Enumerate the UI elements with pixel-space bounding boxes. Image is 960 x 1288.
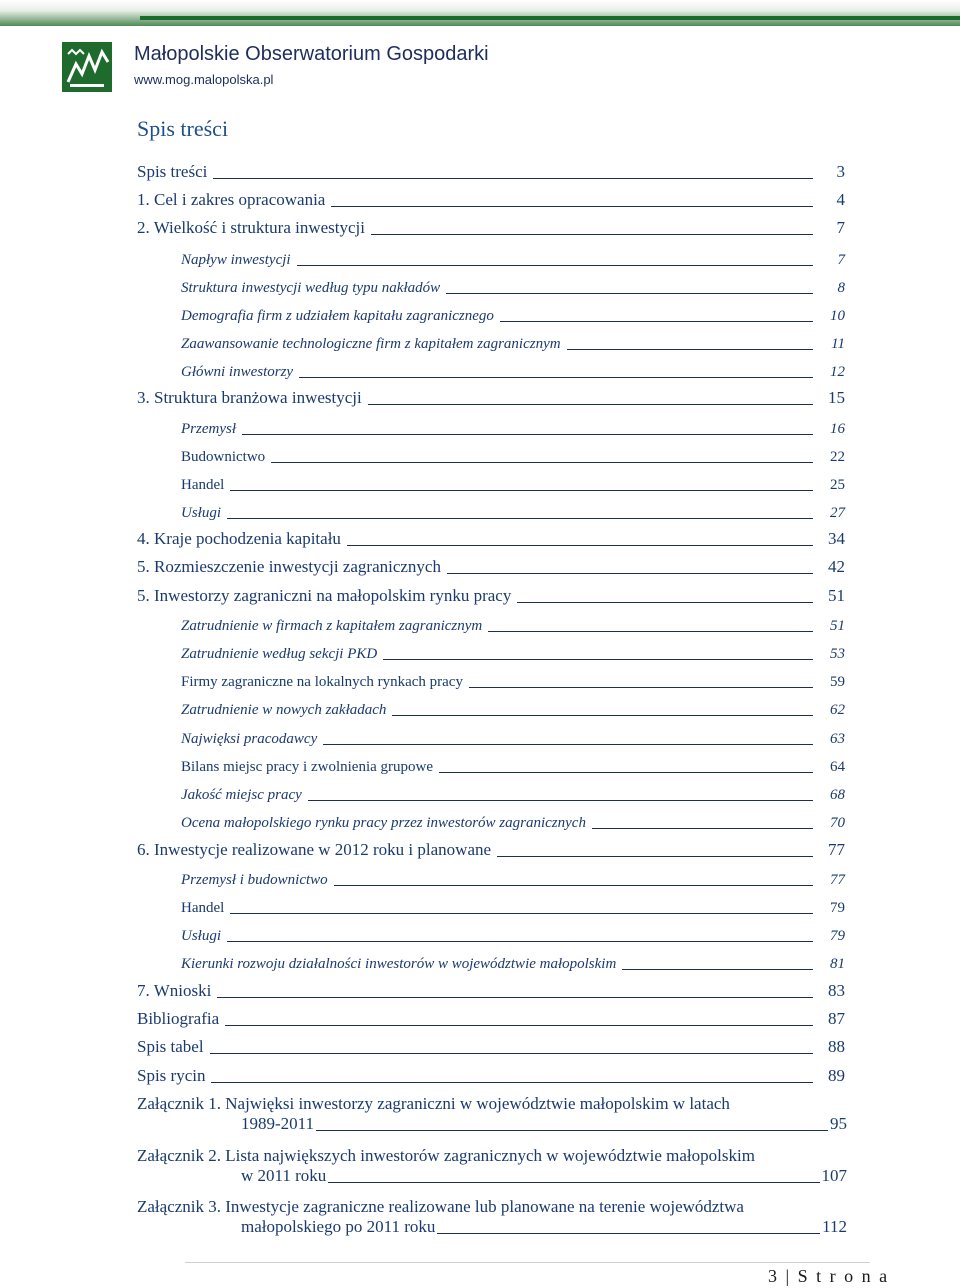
dot-leader [567,349,813,350]
toc-entry-page: 8 [837,280,845,296]
toc-entry-label: Firmy zagraniczne na lokalnych rynkach pracy [181,674,463,690]
toc-entry-page: 34 [828,529,845,548]
toc-entry-label: Kierunki rozwoju działalności inwestorów w województwie małopolskim [181,956,617,972]
toc-entry-label: Główni inwestorzy [181,364,294,380]
toc-subentry[interactable] [181,815,845,832]
toc-subentry[interactable] [181,759,845,776]
toc-subentry[interactable] [181,477,845,494]
toc-subentry[interactable] [181,787,845,804]
toc-subentry[interactable] [181,280,845,297]
toc-subentry[interactable] [181,956,845,973]
attachment-title-cont: 1989-2011 [241,1114,315,1133]
toc-entry-label: Handel [181,477,225,493]
toc-entry-page: 4 [836,190,845,209]
toc-subentry[interactable] [181,731,845,748]
attachment-title-cont: w 2011 roku [241,1166,327,1185]
toc-entry-label: Ocena małopolskiego rynku pracy przez inwestorów zagranicznych [181,815,586,831]
toc-entry-page: 53 [830,646,845,662]
toc-entry-label: 3. Struktura branżowa inwestycji [137,388,362,407]
dot-leader [497,856,813,857]
toc-subentry[interactable] [181,421,845,438]
toc-entry-label: Zatrudnienie w firmach z kapitałem zagranicznym [181,618,483,634]
toc-subentry[interactable] [181,336,845,353]
toc-entry-page: 11 [831,336,845,352]
dot-leader [517,602,813,603]
dot-leader [334,885,813,886]
toc-subentry[interactable] [181,364,845,381]
toc-entry-label: Zaawansowanie technologiczne firm z kapitałem zagranicznym [181,336,561,352]
toc-entry[interactable] [137,1009,845,1029]
toc-entry-page: 79 [830,900,845,916]
toc-entry-page: 95 [830,1114,847,1133]
toc-entry-label: Zatrudnienie według sekcji PKD [181,646,378,662]
toc-entry-page: 59 [830,674,845,690]
toc-entry-label: Spis rycin [137,1066,206,1085]
toc-subentry[interactable] [181,674,845,691]
toc-subentry[interactable] [181,872,845,889]
toc-entry-label: Bilans miejsc pracy i zwolnienia grupowe [181,759,434,775]
toc-entry-label: 2. Wielkość i struktura inwestycji [137,218,365,237]
toc-entry-page: 87 [828,1009,845,1028]
toc-entry-page: 42 [828,557,845,576]
toc-entry-label: Usługi [181,928,222,944]
toc-entry-page: 51 [828,586,845,605]
toc-subentry[interactable] [181,449,845,466]
toc-entry-label: Przemysł [181,421,236,437]
toc-entry-page: 62 [830,702,845,718]
toc-entry[interactable] [137,388,845,408]
toc-entry-label: 7. Wnioski [137,981,212,1000]
toc-entry-label: Zatrudnienie w nowych zakładach [181,702,387,718]
page-number: 3 | S t r o n a [768,1266,890,1286]
toc-entry[interactable] [137,840,845,860]
dot-leader [210,1053,813,1054]
dot-leader [331,206,813,207]
dot-leader [592,828,813,829]
dot-leader [242,434,813,435]
toc-entry-label: Handel [181,900,225,916]
toc-entry-page: 16 [830,421,845,437]
toc-entry-label: Budownictwo [181,449,266,465]
organization-name: Małopolskie Obserwatorium Gospodarki [134,43,489,65]
toc-entry-label: Struktura inwestycji według typu nakładów [181,280,441,296]
page-title: Spis treści [137,116,229,141]
dot-leader [392,715,813,716]
toc-entry-label: 5. Inwestorzy zagraniczni na małopolskim rynku pracy [137,586,512,605]
toc-entry-page: 15 [828,388,845,407]
toc-entry[interactable] [137,190,845,210]
dot-leader [446,293,813,294]
toc-entry-page: 12 [830,364,845,380]
toc-attachment-entry[interactable] [137,1197,847,1237]
attachment-title: Załącznik 2. Lista największych inwestorów zagranicznych w województwie małopolskim [137,1146,755,1165]
organization-url[interactable]: www.mog.malopolska.pl [134,72,274,87]
dot-leader [437,1233,820,1234]
dot-leader [299,377,813,378]
toc-attachment-entry[interactable] [137,1146,847,1186]
toc-subentry[interactable] [181,928,845,945]
toc-entry-label: Przemysł i budownictwo [181,872,328,888]
attachment-title-cont: małopolskiego po 2011 roku [241,1217,436,1236]
toc-entry-label: Najwięksi pracodawcy [181,731,318,747]
toc-entry-page: 64 [830,759,845,775]
dot-leader [368,404,813,405]
toc-entry-page: 22 [830,449,845,465]
dot-leader [316,1130,828,1131]
dot-leader [297,265,813,266]
toc-entry-page: 79 [830,928,845,944]
toc-subentry[interactable] [181,702,845,719]
dot-leader [308,800,813,801]
toc-entry-label: 1. Cel i zakres opracowania [137,190,326,209]
toc-entry-label: Usługi [181,505,222,521]
toc-entry-page: 63 [830,731,845,747]
dot-leader [622,969,813,970]
toc-entry-page: 3 [836,162,845,181]
toc-entry-page: 77 [828,840,845,859]
dot-leader [227,941,813,942]
dot-leader [488,631,813,632]
toc-entry-page: 107 [821,1166,847,1185]
toc-entry-page: 27 [830,505,845,521]
dot-leader [371,234,813,235]
toc-entry-label: Jakość miejsc pracy [181,787,302,803]
toc-entry-page: 88 [828,1037,845,1056]
toc-entry[interactable] [137,557,845,577]
toc-subentry[interactable] [181,308,845,325]
dot-leader [469,687,813,688]
toc-entry[interactable] [137,981,845,1001]
toc-entry[interactable] [137,218,845,238]
dot-leader [230,490,813,491]
toc-entry-label: Bibliografia [137,1009,220,1028]
footer-rule [185,1262,870,1263]
toc-entry-label: 5. Rozmieszczenie inwestycji zagranicznych [137,557,441,576]
dot-leader [383,659,813,660]
dot-leader [323,744,813,745]
toc-entry-page: 112 [822,1217,847,1236]
toc-subentry[interactable] [181,618,845,635]
dot-leader [211,1082,813,1083]
toc-entry-page: 83 [828,981,845,1000]
toc-entry-page: 10 [830,308,845,324]
toc-entry-page: 68 [830,787,845,803]
toc-entry-label: 4. Kraje pochodzenia kapitału [137,529,341,548]
attachment-title: Załącznik 1. Najwięksi inwestorzy zagraniczni w województwie małopolskim w latach [137,1094,730,1113]
toc-entry-page: 25 [830,477,845,493]
toc-attachment-entry[interactable] [137,1094,847,1134]
toc-entry[interactable] [137,1066,845,1086]
toc-subentry[interactable] [181,252,845,269]
toc-entry-page: 7 [837,252,845,268]
toc-entry-page: 51 [830,618,845,634]
toc-subentry[interactable] [181,900,845,917]
toc-entry-page: 7 [836,218,845,237]
dot-leader [500,321,813,322]
dot-leader [328,1182,819,1183]
dot-leader [347,545,813,546]
dot-leader [213,178,813,179]
toc-entry-page: 77 [830,872,845,888]
dot-leader [230,913,813,914]
toc-entry-label: Spis tabel [137,1037,204,1056]
attachment-title: Załącznik 3. Inwestycje zagraniczne realizowane lub planowane na terenie województwa [137,1197,744,1216]
toc-entry[interactable] [137,1037,845,1057]
dot-leader [227,518,813,519]
toc-subentry[interactable] [181,646,845,663]
toc-subentry[interactable] [181,505,845,522]
dot-leader [271,462,813,463]
toc-entry-label: Spis treści [137,162,208,181]
toc-entry-label: Napływ inwestycji [181,252,291,268]
dot-leader [439,772,813,773]
toc-entry-page: 81 [830,956,845,972]
toc-entry-page: 89 [828,1066,845,1085]
toc-entry[interactable] [137,162,845,182]
dot-leader [447,573,813,574]
toc-entry-label: 6. Inwestycje realizowane w 2012 roku i planowane [137,840,492,859]
toc-entry-page: 70 [830,815,845,831]
toc-entry-label: Demografia firm z udziałem kapitału zagranicznego [181,308,494,324]
dot-leader [217,997,813,998]
toc-entry[interactable] [137,529,845,549]
dot-leader [225,1025,813,1026]
toc-entry[interactable] [137,586,845,606]
